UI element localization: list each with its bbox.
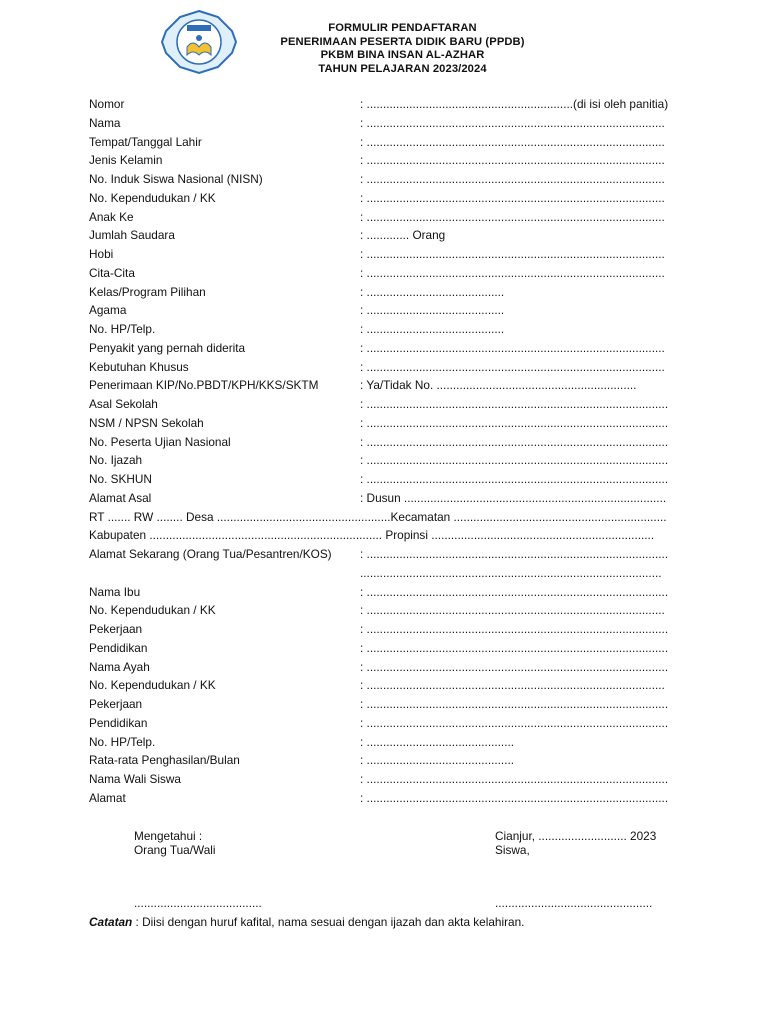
- field-value[interactable]: : ...........................................................................................: [360, 265, 665, 280]
- field-label: Kebutuhan Khusus: [89, 359, 189, 374]
- field-value[interactable]: : ............................................................................................: [360, 453, 669, 468]
- field-value[interactable]: ............................................................................................: [360, 565, 662, 580]
- field-value[interactable]: : ...........................................................................................: [360, 340, 665, 355]
- document-header: [0, 0, 768, 90]
- field-label: No. Induk Siswa Nasional (NISN): [89, 172, 263, 186]
- field-value[interactable]: : ...........................................................................................: [360, 359, 665, 374]
- kabupaten-line[interactable]: [89, 526, 699, 545]
- field-row[interactable]: [89, 489, 699, 508]
- field-row[interactable]: [89, 620, 699, 639]
- field-label: Nama Wali Siswa: [89, 772, 181, 786]
- field-label: Asal Sekolah: [89, 397, 158, 411]
- field-value[interactable]: : Ya/Tidak No. .............................................................: [360, 378, 637, 393]
- title-line-4: TAHUN PELAJARAN 2023/2024: [318, 62, 487, 75]
- field-value[interactable]: : ............................................................................................: [360, 415, 669, 430]
- field-value[interactable]: : .............................................: [360, 753, 515, 768]
- field-row[interactable]: [89, 301, 699, 320]
- title-line-2: PENERIMAAN PESERTA DIDIK BARU (PPDB): [280, 35, 525, 48]
- field-value[interactable]: : ............................................................................................: [360, 715, 669, 730]
- field-value[interactable]: : ...........................................................................................: [360, 603, 665, 618]
- field-label: Anak Ke: [89, 209, 134, 224]
- field-row[interactable]: [89, 451, 699, 470]
- field-row[interactable]: [89, 151, 699, 170]
- field-label: Nama Ayah: [89, 659, 150, 674]
- field-row[interactable]: [89, 339, 699, 358]
- field-value[interactable]: : ............................................................................................: [360, 772, 669, 786]
- field-row[interactable]: [89, 770, 699, 789]
- field-value[interactable]: : ............................................................................................: [360, 547, 669, 561]
- field-label: NSM / NPSN Sekolah: [89, 415, 204, 430]
- field-value[interactable]: : ...........................................................................................: [360, 247, 665, 261]
- rt-rw-desa-text[interactable]: RT ....... RW ........ Desa .....................................................Kecamatan .................................................................: [89, 509, 667, 524]
- field-value[interactable]: : ...........................................................................................: [360, 190, 665, 205]
- field-label: Alamat: [89, 790, 126, 805]
- rt-rw-desa-line[interactable]: [89, 508, 699, 527]
- field-label: No. Kependudukan / KK: [89, 603, 216, 618]
- signature-left-heading: [134, 829, 216, 857]
- field-row[interactable]: [89, 320, 699, 339]
- field-row[interactable]: [89, 245, 699, 264]
- field-value[interactable]: : .............................................: [360, 734, 515, 749]
- field-row[interactable]: [89, 376, 699, 395]
- note-text: : Diisi dengan huruf kafital, nama sesuai dengan ijazah dan akta kelahiran.: [132, 915, 525, 929]
- field-label: No. Kependudukan / KK: [89, 678, 216, 693]
- field-row[interactable]: [89, 395, 699, 414]
- field-label: No. Peserta Ujian Nasional: [89, 434, 231, 449]
- place-date-line[interactable]: Cianjur, ........................... 2023: [495, 829, 657, 843]
- field-label: Cita-Cita: [89, 265, 135, 280]
- field-row[interactable]: [89, 789, 699, 808]
- field-label: Pendidikan: [89, 640, 148, 655]
- field-label: Alamat Sekarang (Orang Tua/Pesantren/KOS): [89, 547, 332, 561]
- title-line-3: PKBM BINA INSAN AL-AZHAR: [320, 49, 485, 61]
- field-label: Tempat/Tanggal Lahir: [89, 134, 202, 149]
- field-value[interactable]: : ..........................................: [360, 322, 505, 336]
- school-logo-icon: [160, 9, 238, 75]
- field-row[interactable]: [89, 601, 699, 620]
- field-label: Kelas/Program Pilihan: [89, 284, 206, 299]
- field-label: Jumlah Saudara: [89, 228, 175, 243]
- field-value[interactable]: : ............................................................................................: [360, 622, 669, 636]
- field-row[interactable]: [89, 658, 699, 677]
- field-label: Hobi: [89, 247, 114, 261]
- field-value[interactable]: : ...............................................................(di isi oleh panitia): [360, 97, 669, 111]
- field-row[interactable]: [89, 189, 699, 208]
- field-label: No. Ijazah: [89, 453, 143, 468]
- signature-right-heading: [495, 829, 656, 857]
- field-row[interactable]: [89, 714, 699, 733]
- field-label: Alamat Asal: [89, 490, 152, 505]
- field-label: Pekerjaan: [89, 697, 143, 711]
- note-line: [89, 915, 524, 929]
- field-value[interactable]: : ..........................................: [360, 303, 505, 318]
- field-label: No. SKHUN: [89, 472, 152, 486]
- field-row[interactable]: [89, 133, 699, 152]
- field-label: Jenis Kelamin: [89, 153, 163, 168]
- kabupaten-text[interactable]: Kabupaten ....................................................................... Propinsi ....................................................................: [89, 528, 655, 543]
- field-value[interactable]: : ............................................................................................: [360, 659, 669, 674]
- field-row[interactable]: [89, 470, 699, 489]
- field-label: Penyakit yang pernah diderita: [89, 340, 246, 355]
- siswa-label: Siswa,: [495, 843, 530, 857]
- field-value[interactable]: : ............................................................................................: [360, 472, 669, 486]
- note-label: Catatan: [89, 915, 133, 929]
- form-title-block: [230, 22, 575, 76]
- orang-tua-wali-label: Orang Tua/Wali: [134, 843, 216, 857]
- student-signature-line[interactable]: ................................................: [495, 896, 653, 910]
- field-label: Penerimaan KIP/No.PBDT/KPH/KKS/SKTM: [89, 378, 319, 393]
- field-row[interactable]: [89, 695, 699, 714]
- field-value[interactable]: : ...........................................................................................: [360, 678, 665, 693]
- mengetahui-label: Mengetahui :: [134, 829, 203, 843]
- field-row[interactable]: [89, 733, 699, 752]
- field-value[interactable]: : ............................................................................................: [360, 584, 669, 599]
- field-value[interactable]: : ............................................................................................: [360, 397, 669, 411]
- field-label: Nomor: [89, 97, 125, 111]
- field-label: Pendidikan: [89, 715, 148, 730]
- field-row-continuation[interactable]: [89, 564, 699, 583]
- field-row[interactable]: [89, 583, 699, 602]
- field-value[interactable]: : ..........................................: [360, 284, 505, 299]
- field-row[interactable]: [89, 208, 699, 227]
- field-value[interactable]: : ...........................................................................................: [360, 134, 665, 149]
- field-row[interactable]: [89, 226, 699, 245]
- field-row[interactable]: [89, 358, 699, 377]
- field-row[interactable]: [89, 676, 699, 695]
- field-row[interactable]: [89, 283, 699, 302]
- field-label: Nama: [89, 115, 121, 130]
- field-value[interactable]: : ...........................................................................................: [360, 153, 665, 168]
- field-row[interactable]: [89, 95, 699, 114]
- field-label: Rata-rata Penghasilan/Bulan: [89, 753, 240, 768]
- field-value[interactable]: : ............................................................................................: [360, 790, 669, 805]
- field-label: Agama: [89, 303, 127, 318]
- registration-form: [89, 95, 699, 808]
- field-row[interactable]: [89, 433, 699, 452]
- field-value[interactable]: : ............................................................................................: [360, 640, 669, 655]
- field-row[interactable]: [89, 751, 699, 770]
- field-row[interactable]: [89, 545, 699, 564]
- field-value[interactable]: : ...........................................................................................: [360, 115, 665, 130]
- guardian-signature-line[interactable]: .......................................: [134, 896, 262, 910]
- field-value[interactable]: : ...........................................................................................: [360, 172, 665, 186]
- field-label: Nama Ibu: [89, 584, 141, 599]
- field-label: No. HP/Telp.: [89, 734, 156, 749]
- field-value[interactable]: : ............................................................................................: [360, 697, 669, 711]
- field-row[interactable]: [89, 114, 699, 133]
- field-value[interactable]: : Dusun ................................................................................: [360, 490, 667, 505]
- field-value[interactable]: : ...........................................................................................: [360, 209, 665, 224]
- field-value[interactable]: : ............. Orang: [360, 228, 446, 243]
- field-label: No. HP/Telp.: [89, 322, 156, 336]
- field-row[interactable]: [89, 414, 699, 433]
- field-row[interactable]: [89, 170, 699, 189]
- title-line-1: FORMULIR PENDAFTARAN: [328, 22, 477, 34]
- field-value[interactable]: : ............................................................................................: [360, 434, 669, 449]
- field-row[interactable]: [89, 639, 699, 658]
- field-label: Pekerjaan: [89, 622, 143, 636]
- field-row[interactable]: [89, 264, 699, 283]
- field-label: No. Kependudukan / KK: [89, 190, 216, 205]
